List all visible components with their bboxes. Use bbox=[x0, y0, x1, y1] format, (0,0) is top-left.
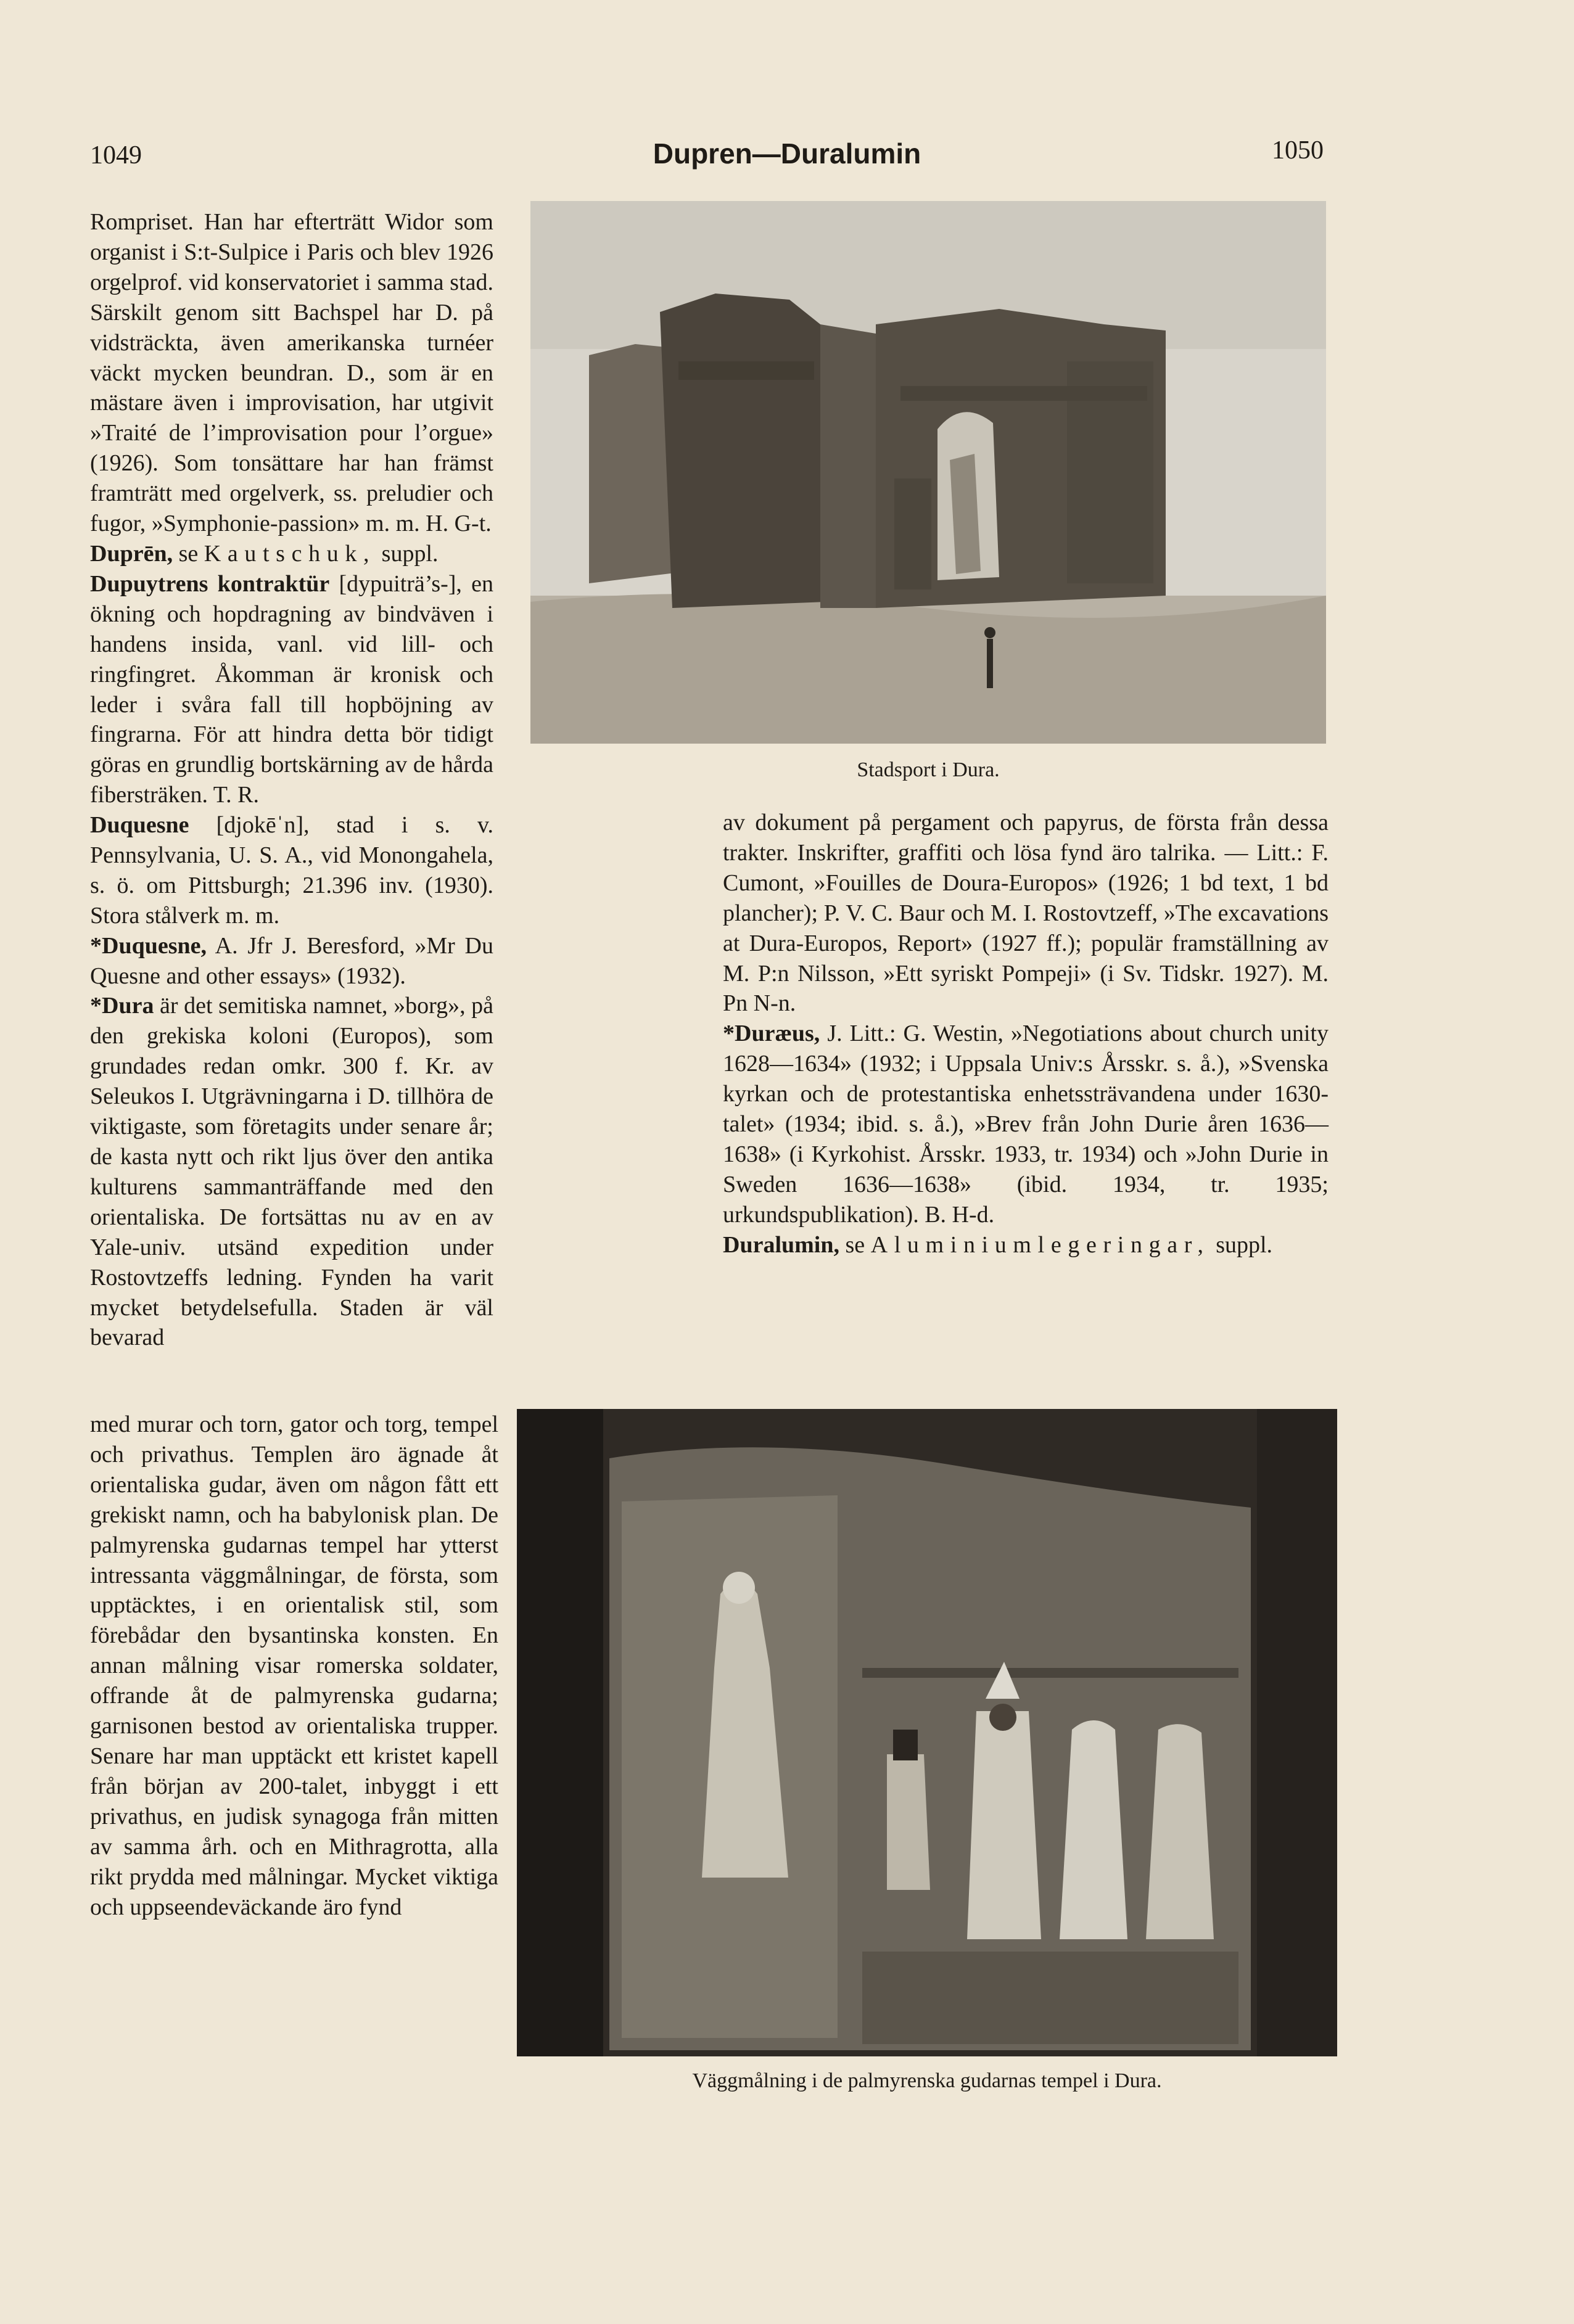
entry-headword: *Dura bbox=[90, 993, 154, 1019]
dura-right-continuation: av dokument på pergament och papyrus, de första från dessa trakter. Inskrifter, graffiti och lösa fynd äro talrika. — Litt.: F. Cumont, »Fouilles de Doura-Europos» (1926; 1 bd text, 1 bd plancher); P. V. C. Baur och M. I. Rostovtzeff, »The excavations at Dura-Europos, Report» (1927 ff.); populär framställning av M. P:n Nilsson, »Ett syriskt Pompeji» (i Sv. Tidskr. 1927). M. Pn N-n. bbox=[723, 810, 1329, 1017]
entry-duraeus bbox=[723, 1019, 1329, 1230]
gate-photo-caption: Stadsport i Dura. bbox=[857, 758, 1000, 781]
dura-continuation: med murar och torn, gator och torg, tempel och privathus. Templen äro ägnade åt orientaliska gudar, även om någon fått ett grekiskt namn, och ha babylonisk plan. De palmyrenska gudarnas tempel har ytterst intressanta väggmålningar, de första, som upptäcktes, i en orientalisk stil, som förebådar den bysantinska konsten. En annan målning visar romerska soldater, offrande åt de palmyrenska gudarna; garnisonen bestod av orientaliska trupper. Senare har man upptäckt ett kristet kapell från början av 200-talet, inbyggt i ett privathus, en judisk synagoga från mitten av samma årh. och en Mithragrotta, alla rikt prydda med målningar. Mycket viktiga och uppseendeväckande äro fynd bbox=[90, 1411, 498, 1920]
cross-reference: Aluminiumlegeringar, bbox=[870, 1231, 1210, 1258]
left-column-top bbox=[90, 207, 493, 810]
city-gate-illustration bbox=[530, 201, 1326, 744]
entry-headword: Duprēn, bbox=[90, 540, 173, 567]
left-column-entries bbox=[90, 810, 493, 1353]
entry-body: A. Jfr J. Beresford, »Mr Du Quesne and other essays» (1932). bbox=[90, 932, 494, 989]
entry-headword: Duralumin, bbox=[723, 1231, 839, 1258]
entry-headword: Dupuytrens kontraktür bbox=[90, 570, 330, 597]
entry-dupuytren bbox=[90, 569, 493, 810]
entry-body: [dypuiträ’s-], en ökning och hopdragning av bindväven i handens insida, vanl. vid lill- och ringfingret. Åkomman är kronisk och leder i svåra fall till hopböjning av fingrarna. För att hindra detta bör tidigt göras en grundlig bortskärning av de hårda fibersträken. T. R. bbox=[90, 570, 494, 808]
wall-painting-photo bbox=[517, 1409, 1337, 2056]
see-word: se bbox=[845, 1231, 865, 1258]
city-gate-photo bbox=[530, 201, 1326, 744]
cross-reference: Kautschuk, bbox=[204, 540, 376, 567]
entry-headword: *Duquesne, bbox=[90, 932, 207, 959]
right-column-text bbox=[723, 808, 1329, 1260]
wall-painting-illustration bbox=[517, 1409, 1337, 2056]
entry-body: [djokēˈn], stad i s. v. Pennsylvania, U. S. A., vid Monongahela, s. ö. om Pittsburgh; 21.396 inv. (1930). Stora stålverk m. m. bbox=[90, 812, 493, 929]
page-number-left: 1049 bbox=[90, 141, 142, 170]
entry-duralumin bbox=[723, 1230, 1329, 1260]
dupre-continuation: Rompriset. Han har efterträtt Widor som organist i S:t-Sulpice i Paris och blev 1926 orgelprof. vid konservatoriet i samma stad. Särskilt genom sitt Bachspel har D. på vidsträckta, även amerikanska turnéer väckt mycken beundran. D., som är en mästare även i improvisation, har utgivit »Traité de l’improvisation pour l’orgue» (1926). Som tonsättare har han främst framträtt med orgelverk, ss. preludier och fugor, »Symphonie-passion» m. m. H. G-t. bbox=[90, 209, 493, 537]
entry-headword: *Duræus, bbox=[723, 1020, 820, 1047]
entry-headword: Duquesne bbox=[90, 812, 189, 838]
left-column-bottom bbox=[90, 1410, 498, 1922]
entry-duquesne bbox=[90, 810, 493, 931]
entry-body: J. Litt.: G. Westin, »Negotiations about church unity 1628—1634» (1932; i Uppsala Univ:s Årsskr. s. å.), »Svenska kyrkan och de protestantiska enhetssträvandena under 1630-talet» (1934; ibid. s. å.), »Brev från John Durie åren 1636—1638» (i Kyrkohist. Årsskr. 1933, tr. 1934) och »John Durie in Sweden 1636—1638» (ibid. 1934, tr. 1935; urkundspublikation). B. H-d. bbox=[723, 1020, 1329, 1228]
see-word: se bbox=[178, 540, 199, 567]
entry-body: är det semitiska namnet, »borg», på den grekiska koloni (Europos), som grundades redan omkr. 300 f. Kr. av Seleukos I. Utgrävningarna i D. tillhöra de viktigaste, som företagits under senare år; de kasta nytt och rikt ljus över den antika kulturens sammanträffande med den orientaliska. De fortsättas nu av en av Yale-univ. utsänd expedition under Rostovtzeffs ledning. Fynden ha varit mycket betydelsefulla. Staden är väl bevarad bbox=[90, 993, 493, 1351]
page-header bbox=[0, 136, 1574, 178]
entry-dupren bbox=[90, 539, 493, 569]
wall-painting-caption: Väggmålning i de palmyrenska gudarnas tempel i Dura. bbox=[692, 2069, 1162, 2092]
page-number-right: 1050 bbox=[1272, 136, 1324, 165]
running-title: Dupren—Duralumin bbox=[653, 138, 921, 170]
supplement-note: suppl. bbox=[381, 540, 439, 567]
supplement-note: suppl. bbox=[1216, 1231, 1273, 1258]
entry-dura bbox=[90, 991, 493, 1353]
entry-duquesne-person bbox=[90, 931, 493, 992]
